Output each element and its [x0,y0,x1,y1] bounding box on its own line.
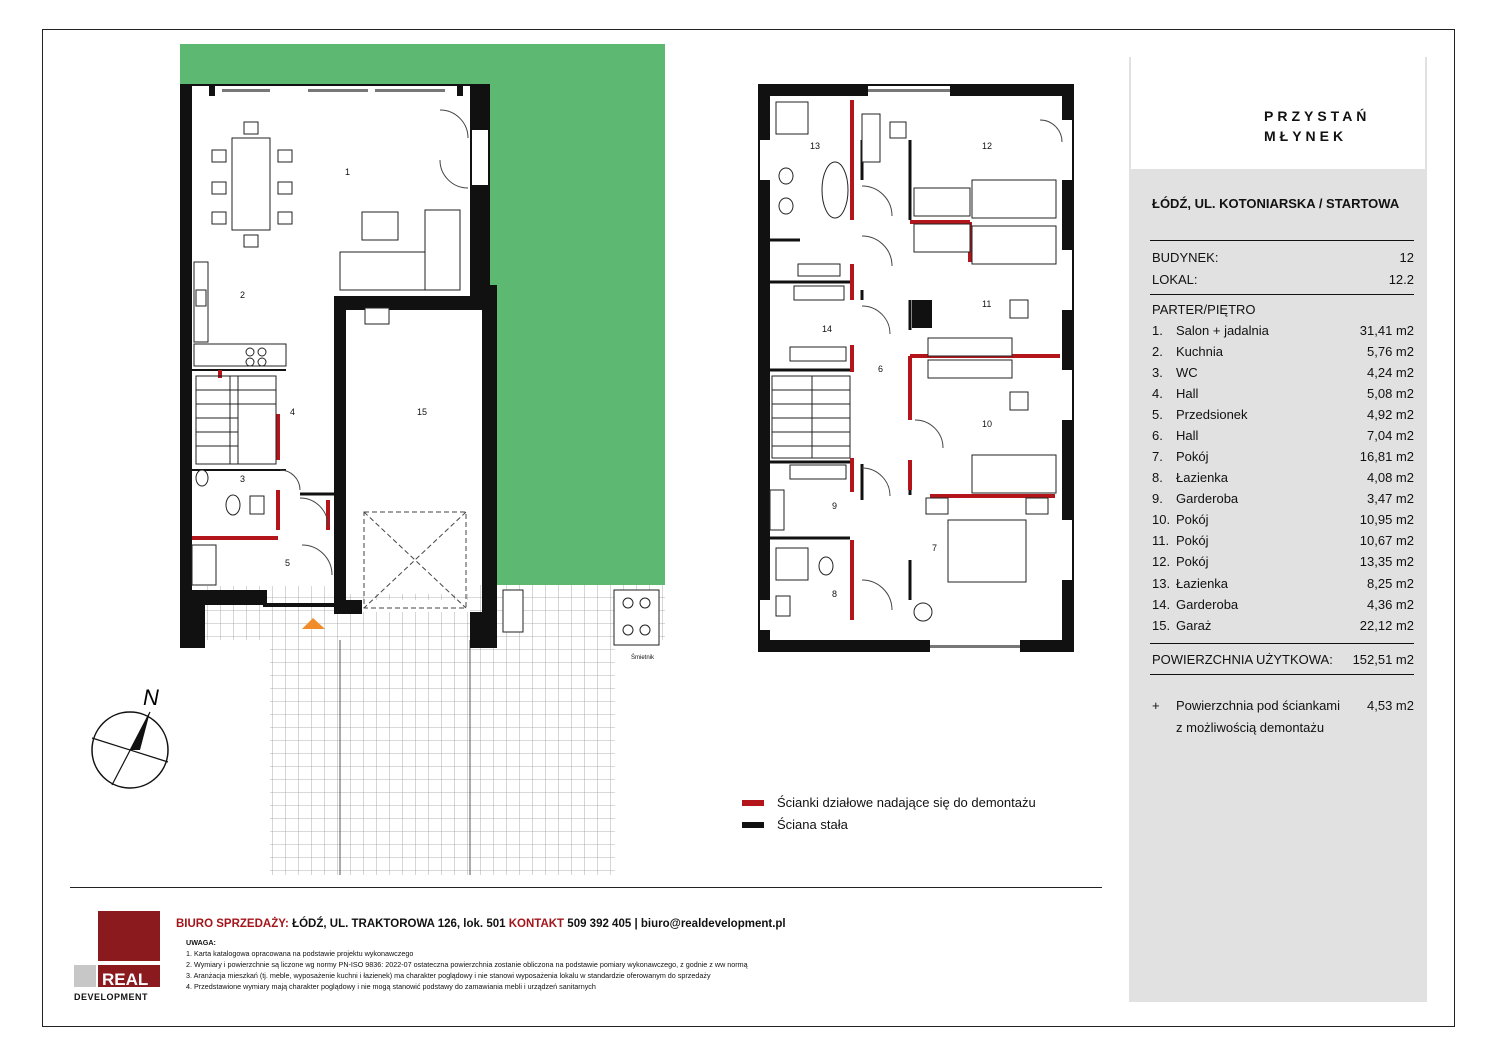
room-name: WC [1176,365,1198,380]
room-row [1152,428,1414,449]
room-area: 10,67 m2 [1359,533,1414,548]
room-number: 3. [1152,365,1163,380]
total-area-label: POWIERZCHNIA UŻYTKOWA: [1152,652,1333,667]
unit-value: 12.2 [1388,272,1414,287]
room-name: Hall [1176,428,1199,443]
room-area: 31,41 m2 [1359,323,1414,338]
room-row [1152,618,1414,639]
divider [1150,240,1414,241]
notes-title: UWAGA: [186,938,216,947]
plan-label-15: 15 [417,407,428,417]
plan-label-14: 14 [822,324,833,334]
extra-line-1: Powierzchnia pod ściankami [1176,698,1341,713]
room-area: 5,08 m2 [1367,386,1414,401]
room-row [1152,554,1414,575]
room-name: Łazienka [1176,470,1229,485]
room-name: Pokój [1176,512,1209,527]
room-number: 6. [1152,428,1163,443]
contact-label: KONTAKT [508,918,565,930]
room-area: 8,25 m2 [1367,576,1414,591]
plan-label-6: 6 [878,364,884,374]
plan-label-2: 2 [240,290,246,300]
extra-line-2: z możliwością demontażu [1176,720,1325,735]
room-row [1152,365,1414,386]
room-name: Pokój [1176,533,1209,548]
room-row [1152,323,1414,344]
development-logo-text: DEVELOPMENT [74,992,149,1002]
room-number: 1. [1152,323,1163,338]
plan-label-13: 13 [810,141,821,151]
room-name: Pokój [1176,449,1209,464]
extra-value: 4,53 m2 [1367,698,1414,713]
room-row [1152,491,1414,512]
contact-value[interactable]: 509 392 405 | biuro@realdevelopment.pl [567,918,786,930]
room-row [1152,597,1414,618]
room-name: Garderoba [1176,597,1239,612]
divider [1150,674,1414,675]
room-area: 4,24 m2 [1367,365,1414,380]
real-logo-text: REAL [102,970,149,989]
bin-label: Śmietnik [631,655,655,661]
office-label: BIURO SPRZEDAŻY: [176,918,289,930]
room-row [1152,344,1414,365]
ground-floor-plan [180,44,665,875]
plan-label-10: 10 [982,419,993,429]
logo-line-1: PRZYSTAŃ [1264,108,1371,124]
plan-label-1: 1 [345,167,351,177]
room-number: 10. [1152,512,1171,527]
room-area: 10,95 m2 [1359,512,1414,527]
divider [1150,294,1414,295]
floors-label: PARTER/PIĘTRO [1152,302,1256,317]
plan-label-8: 8 [832,589,838,599]
room-row [1152,386,1414,407]
real-development-logo-icon [74,911,164,1003]
footer-divider [70,887,1102,888]
total-area-value: 152,51 m2 [1352,652,1414,667]
room-row [1152,407,1414,428]
room-name: Przedsionek [1176,407,1248,422]
room-number: 15. [1152,618,1171,633]
building-value: 12 [1399,250,1414,265]
room-number: 11. [1152,533,1170,548]
room-row [1152,576,1414,597]
north-label: N [143,685,159,710]
plan-label-3: 3 [240,474,246,484]
office-address: ŁÓDŹ, UL. TRAKTOROWA 126, lok. 501 [292,918,506,930]
room-number: 5. [1152,407,1163,422]
room-name: Garaż [1176,618,1212,633]
room-number: 9. [1152,491,1163,506]
upper-floor-plan [758,84,1074,652]
notes-block [186,937,748,992]
room-row [1152,512,1414,533]
legend-fixed-label: Ściana stała [777,817,848,832]
room-name: Garderoba [1176,491,1239,506]
room-number: 14. [1152,597,1171,612]
compass-icon [92,685,168,788]
logo-line-2: MŁYNEK [1264,128,1348,144]
room-row [1152,470,1414,491]
room-area: 5,76 m2 [1367,344,1414,359]
note-item: 1. Karta katalogowa opracowana na podstawie projektu wykonawczego [186,949,414,958]
room-area: 3,47 m2 [1367,491,1414,506]
room-number: 4. [1152,386,1163,401]
room-name: Łazienka [1176,576,1229,591]
plan-label-11: 11 [982,299,992,309]
note-item: 2. Wymiary i powierzchnie są liczone wg normy PN-ISO 9836: 2022-07 ostateczna powierzchnia zostanie obliczona na podstawie pomiary wykonawczego, z godnie z ww normą [186,960,748,969]
plan-label-7: 7 [932,543,938,553]
room-area: 22,12 m2 [1359,618,1414,633]
unit-label: LOKAL: [1152,272,1198,287]
room-number: 12. [1152,554,1171,569]
room-name: Pokój [1176,554,1209,569]
plan-label-4: 4 [290,407,296,417]
room-name: Salon + jadalnia [1176,323,1269,338]
legend-removable-swatch [742,800,764,806]
sales-office-line [176,918,786,930]
plan-label-5: 5 [285,558,291,568]
note-item: 4. Przedstawione wymiary mają charakter poglądowy i nie mogą stanowić podstawy do zamawiania mebli i urządzeń sanitarnych [186,982,596,991]
building-label: BUDYNEK: [1152,250,1219,265]
divider [1150,643,1414,644]
room-row [1152,533,1414,554]
room-area: 4,36 m2 [1367,597,1414,612]
plan-label-9: 9 [832,501,838,511]
plan-label-12: 12 [982,141,993,151]
room-number: 8. [1152,470,1163,485]
room-name: Kuchnia [1176,344,1223,359]
address: ŁÓDŹ, UL. KOTONIARSKA / STARTOWA [1152,196,1400,211]
room-area: 4,08 m2 [1367,470,1414,485]
room-area: 4,92 m2 [1367,407,1414,422]
legend-removable-label: Ścianki działowe nadające się do demontażu [777,795,1036,810]
room-number: 2. [1152,344,1163,359]
room-name: Hall [1176,386,1199,401]
extra-plus: + [1152,698,1160,713]
room-area: 16,81 m2 [1359,449,1414,464]
room-row [1152,449,1414,470]
legend-fixed-swatch [742,822,764,828]
note-item: 3. Aranżacja mieszkań (tj. meble, wyposażenie kuchni i łazienek) ma charakter poglądowy i nie stanowi wyposażenia lokalu w standardzie oferowanym do sprzedaży [186,971,711,980]
room-area: 7,04 m2 [1367,428,1414,443]
room-number: 7. [1152,449,1163,464]
room-number: 13. [1152,576,1171,591]
room-area: 13,35 m2 [1359,554,1414,569]
